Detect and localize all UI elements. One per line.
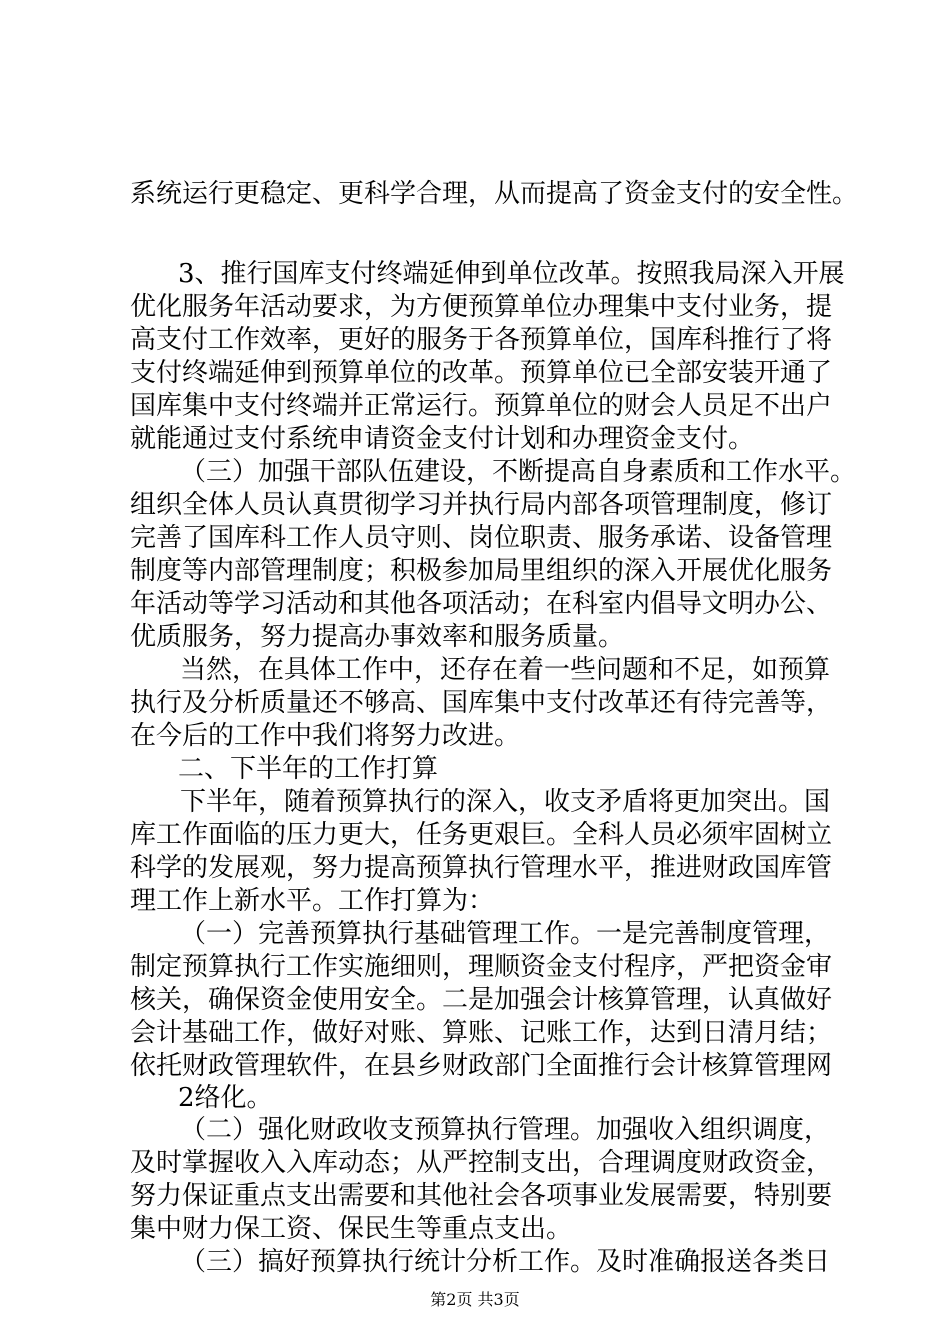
body-line: 集中财力保工资、保民生等重点支出。 bbox=[130, 1214, 573, 1244]
body-line: 及时掌握收入入库动态；从严控制支出，合理调度财政资金， bbox=[130, 1148, 833, 1178]
body-line: 下半年，随着预算执行的深入，收支矛盾将更加突出。国 bbox=[180, 787, 831, 817]
body-line: 年活动等学习活动和其他各项活动；在科室内倡导文明办公、 bbox=[130, 589, 833, 619]
body-line: 支付终端延伸到预算单位的改革。预算单位已全部安装开通了 bbox=[130, 358, 833, 388]
body-line: 执行及分析质量还不够高、国库集中支付改革还有待完善等， bbox=[130, 688, 833, 718]
section-heading: 二、下半年的工作打算 bbox=[178, 754, 439, 784]
body-line: 在今后的工作中我们将努力改进。 bbox=[130, 721, 521, 751]
body-line: 2络化。 bbox=[178, 1083, 273, 1113]
body-line: 科学的发展观，努力提高预算执行管理水平，推进财政国库管 bbox=[130, 853, 833, 883]
body-line: 核关，确保资金使用安全。二是加强会计核算管理，认真做好 bbox=[130, 985, 833, 1015]
body-line: 会计基础工作，做好对账、算账、记账工作，达到日清月结； bbox=[130, 1018, 833, 1048]
body-line: 努力保证重点支出需要和其他社会各项事业发展需要，特别要 bbox=[130, 1181, 833, 1211]
body-line: 组织全体人员认真贯彻学习并执行局内部各项管理制度，修订 bbox=[130, 490, 833, 520]
page-footer: 第2页 共3页 bbox=[430, 1290, 520, 1309]
body-line: 当然，在具体工作中，还存在着一些问题和不足，如预算 bbox=[180, 655, 831, 685]
body-line: 优化服务年活动要求，为方便预算单位办理集中支付业务，提 bbox=[130, 292, 833, 322]
body-line: （一）完善预算执行基础管理工作。一是完善制度管理， bbox=[180, 919, 831, 949]
body-line: 制定预算执行工作实施细则，理顺资金支付程序，严把资金审 bbox=[130, 952, 833, 982]
body-line: 高支付工作效率，更好的服务于各预算单位，国库科推行了将 bbox=[130, 325, 833, 355]
body-line: 完善了国库科工作人员守则、岗位职责、服务承诺、设备管理 bbox=[130, 523, 833, 553]
body-line: 依托财政管理软件，在县乡财政部门全面推行会计核算管理网 bbox=[130, 1051, 833, 1081]
body-line: 就能通过支付系统申请资金支付计划和办理资金支付。 bbox=[130, 424, 755, 454]
body-line: 优质服务，努力提高办事效率和服务质量。 bbox=[130, 622, 625, 652]
body-line: 3、推行国库支付终端延伸到单位改革。按照我局深入开展 bbox=[178, 259, 845, 289]
body-line: 制度等内部管理制度；积极参加局里组织的深入开展优化服务 bbox=[130, 556, 833, 586]
body-line: 国库集中支付终端并正常运行。预算单位的财会人员足不出户 bbox=[130, 391, 833, 421]
body-line: （三）加强干部队伍建设，不断提高自身素质和工作水平。 bbox=[180, 457, 857, 487]
body-line: 理工作上新水平。工作打算为： bbox=[130, 886, 495, 916]
body-line: （三）搞好预算执行统计分析工作。及时准确报送各类日 bbox=[180, 1247, 831, 1277]
body-line: 系统运行更稳定、更科学合理，从而提高了资金支付的安全性。 bbox=[130, 179, 859, 209]
body-line: 库工作面临的压力更大，任务更艰巨。全科人员必须牢固树立 bbox=[130, 820, 833, 850]
body-line: （二）强化财政收支预算执行管理。加强收入组织调度， bbox=[180, 1115, 831, 1145]
